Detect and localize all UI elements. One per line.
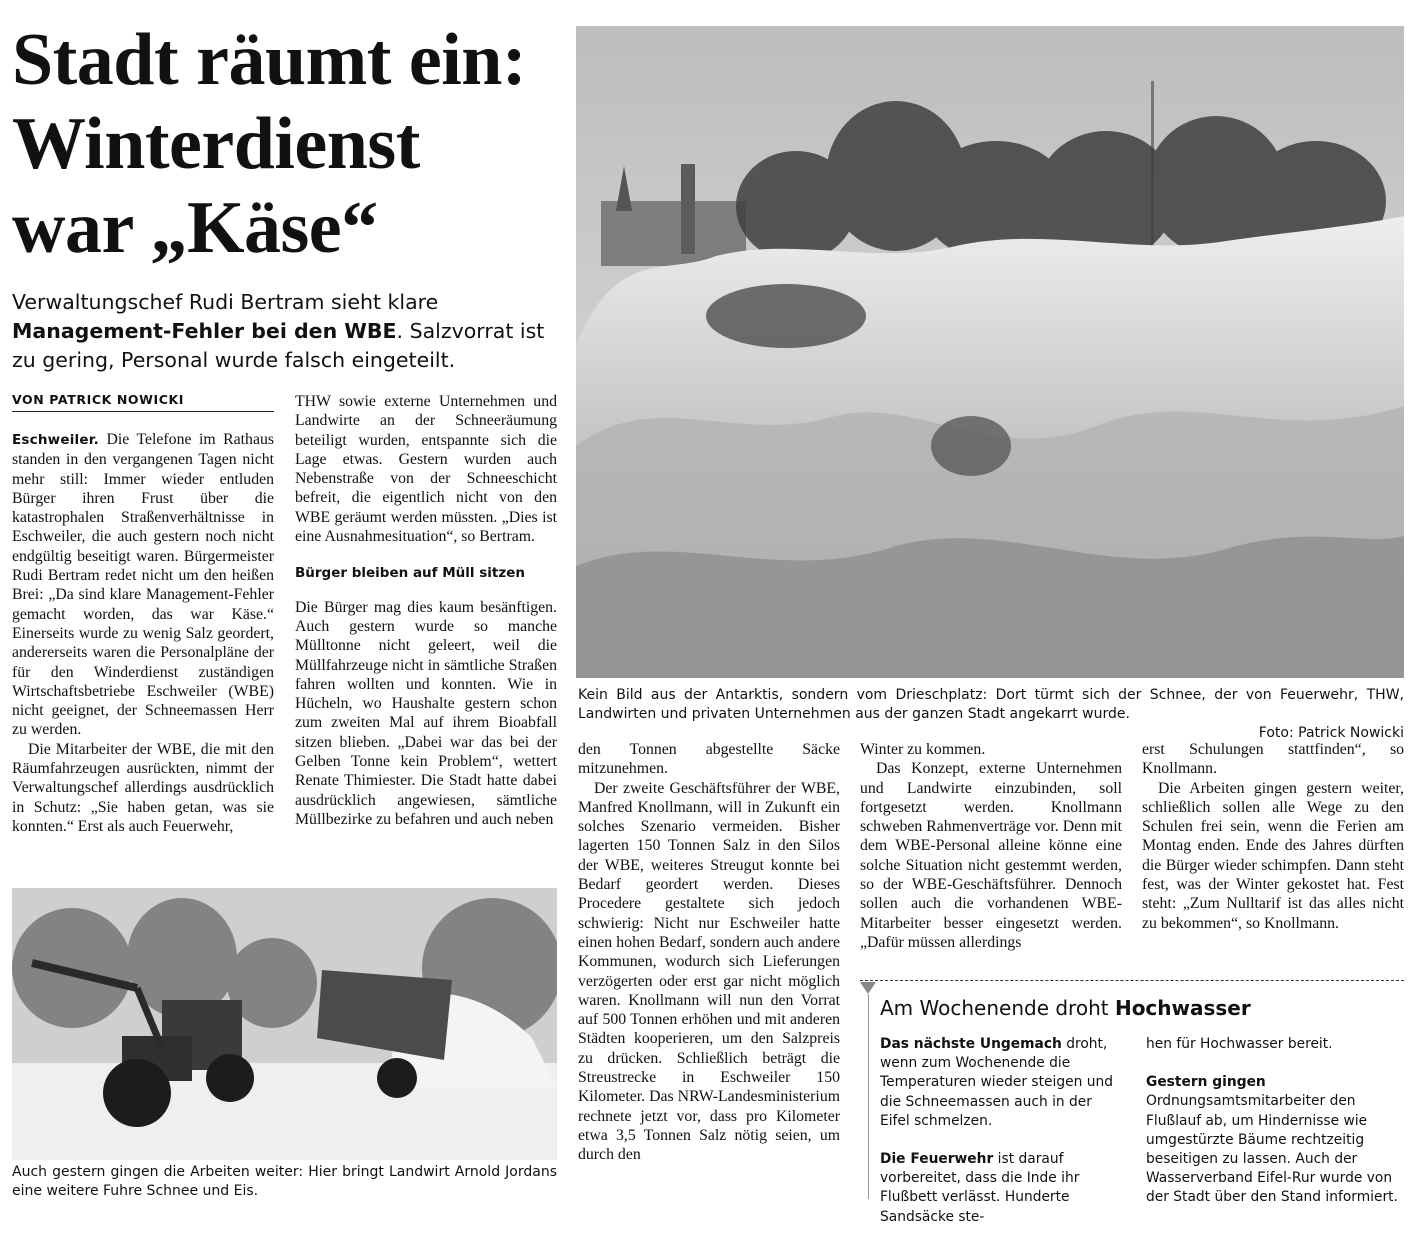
article-paragraph-2-cont: THW sowie externe Unternehmen und Landwirte an der Schneeräumung beteiligt wurden, entspannte sich die Lage etwas. Gestern wurden auch Nebenstraße von der Schneeschicht befreit, die eigentlich nicht von den WBE geräumt werden müssten. „Dies ist eine Ausnahmesituation“, so Bertram. [295, 393, 557, 546]
box-column-2 [1146, 1035, 1404, 1227]
box-lead-1: Das nächste Ungemach [880, 1036, 1062, 1052]
box-text-2: ist darauf vorbereitet, dass die Inde ihr Flußbett verlässt. Hunderte Sandsäcke ste- [880, 1151, 1080, 1225]
box-lead-2: Die Feuerwehr [880, 1151, 994, 1168]
deck-bold: Management-Fehler bei den WBE [12, 319, 397, 343]
tractor-photo-caption: Auch gestern gingen die Arbeiten weiter: Hier bringt Landwirt Arnold Jordans eine weitere Fuhre Schnee und Eis. [12, 1164, 557, 1199]
snow-photo-caption [578, 686, 1404, 743]
article-subhead: Bürger bleiben auf Müll sitzen [295, 565, 525, 582]
deck-text-1: Verwaltungschef Rudi Bertram sieht klare [12, 290, 439, 314]
article-paragraph-5-cont: erst Schulungen stattfinden“, so Knollmann. [1142, 741, 1404, 778]
box-text-3: Ordnungsamtsmitarbeiter den Flußlauf ab, um Hindernisse wie umgestürzte Bäume rechtzeitig beseitigen zu lassen. Auch der Wasserverband Eifel-Rur wurde von der Stadt über den Stand informiert. [1146, 1093, 1398, 1206]
box-title-bold: Hochwasser [1114, 996, 1251, 1020]
snow-pile-photo [576, 26, 1404, 678]
article-paragraph-1: Die Telefone im Rathaus standen in den vergangenen Tagen nicht mehr still: Immer wieder entluden Bürger ihren Frust über die katastrophalen Straßenverhältnisse in Eschweiler, die auch gestern noch nicht endgültig beseitigt waren. Bürgermeister Rudi Bertram redet nicht um den heißen Brei: „Da sind klare Management-Fehler gemacht worden, das war Käse.“ Einerseits wurde zu wenig Salz geordert, andererseits waren die Personalpläne der für den Winderdienst zuständigen Wirtschaftsbetriebe Eschweiler (WBE) nicht geeignet, der Schneemassen Herr zu werden. [12, 431, 275, 739]
box-text-1: droht, wenn zum Wochenende die Temperaturen wieder steigen und die Schneemassen auch in der Eifel schmelzen. [880, 1036, 1113, 1129]
photo-credit: Foto: Patrick Nowicki [1258, 725, 1404, 741]
article-paragraph-4: Der zweite Geschäftsführer der WBE, Manfred Knollmann, will in Zukunft ein solches Szenario vermeiden. Bisher lagerten 150 Tonnen Salz in den Silos der WBE, weiteres Streugut konnte bei Bedarf geordert werden. Dieses Procedere gestaltete sich jedoch schwierig: Nicht nur Eschweiler hatte einen hohen Bedarf, sondern auch andere Kommunen, wodurch sich Lieferungen verzögerten oder erst gar nicht möglich waren. Knollmann will nun den Vorrat auf 500 Tonnen erhöhen und mit anderen Städten kooperieren, um den Salzpreis zu drücken. Schließlich beträgt die Streustrecke in Eschweiler 150 Kilometer. Das NRW-Landesministerium rechnete jetzt vor, dass pro Kilometer etwa 3,5 Tonnen Salz nötig seien, um durch den [578, 779, 840, 1164]
dateline: Eschweiler. [12, 432, 99, 448]
article-paragraph-6: Die Arbeiten gingen gestern weiter, schließlich sollen alle Wege zu den Schulen frei sein, wenn die Ferien am Montag enden. Ende des Jahres dürften die Bürger wieder schimpfen. Dann steht fest, was der Winter gekostet hat. Fest steht: „Zum Nulltarif ist das alles nicht zu bekommen“, so Knollmann. [1142, 779, 1404, 932]
headline-line-1: Stadt räumt ein: [12, 19, 527, 101]
byline: VON PATRICK NOWICKI [12, 392, 274, 412]
tractor-photo [12, 888, 557, 1160]
box-text-2-cont: hen für Hochwasser bereit. [1146, 1036, 1333, 1052]
article-column-4 [860, 740, 1122, 952]
snow-caption-text: Kein Bild aus der Antarktis, sondern vom Drieschplatz: Dort türmt sich der Schnee, der von Feuerwehr, THW, Landwirten und privaten Unternehmen aus der ganzen Stadt angekarrt wurde. [578, 687, 1404, 722]
snow-pile-image [576, 26, 1404, 678]
box-title-text: Am Wochenende droht [880, 996, 1115, 1020]
box-column-1 [880, 1035, 1124, 1246]
article-column-3 [578, 740, 840, 1165]
article-paragraph-4-cont: Winter zu kommen. [860, 741, 986, 758]
article-paragraph-3: Die Bürger mag dies kaum besänftigen. Auch gestern wurde so manche Mülltonne nicht geleert, weil die Müllfahrzeuge nicht in sämtliche Straßen fahren wollten und konnten. Wie in Hücheln, wo Haushalte gestern schon zum zweiten Mal auf ihrem Bioabfall sitzen blieben. „Dabei war das bei der Gelben Tonne kein Problem“, wettert Renate Thimiester. Die Stadt hatte dabei ausdrücklich angewiesen, sämtliche Müllbezirke zu befahren und auch neben [295, 598, 557, 828]
article-column-5 [1142, 740, 1404, 933]
headline-line-3: war „Käse“ [12, 187, 378, 269]
triangle-marker-icon [860, 982, 876, 994]
box-title [880, 996, 1251, 1020]
box-lead-3: Gestern gingen [1146, 1074, 1266, 1091]
article-paragraph-2: Die Mitarbeiter der WBE, die mit den Räumfahrzeugen ausrückten, nimmt der Verwaltungschef allerdings ausdrücklich in Schutz: „Sie haben getan, was sie konnten.“ Erst als auch Feuerwehr, [12, 740, 274, 835]
deck-subheadline [12, 288, 572, 375]
deck-text-2: . Salzvorrat ist zu gering, Personal wurde falsch eingeteilt. [12, 319, 545, 372]
box-divider [860, 980, 1404, 981]
article-paragraph-3-cont: den Tonnen abgestellte Säcke mitzunehmen. [578, 741, 840, 778]
article-paragraph-5: Das Konzept, externe Unternehmen und Landwirte einzubinden, soll fortgesetzt werden. Knollmann schweben Rahmenverträge vor. Denn mit dem WBE-Personal alleine könne eine solche Situation nicht gestemmt werden, so der WBE-Geschäftsführer. Dennoch sollen auch die vorhandenen WBE-Mitarbeiter besser eingesetzt werden. „Dafür müssen allerdings [860, 760, 1122, 951]
flood-info-box [860, 980, 1404, 1225]
headline [12, 18, 572, 270]
article-column-1 [12, 430, 274, 836]
box-side-rule [868, 994, 869, 1199]
headline-line-2: Winterdienst [12, 103, 420, 185]
tractor-image [12, 888, 557, 1160]
article-column-2 [295, 392, 557, 829]
